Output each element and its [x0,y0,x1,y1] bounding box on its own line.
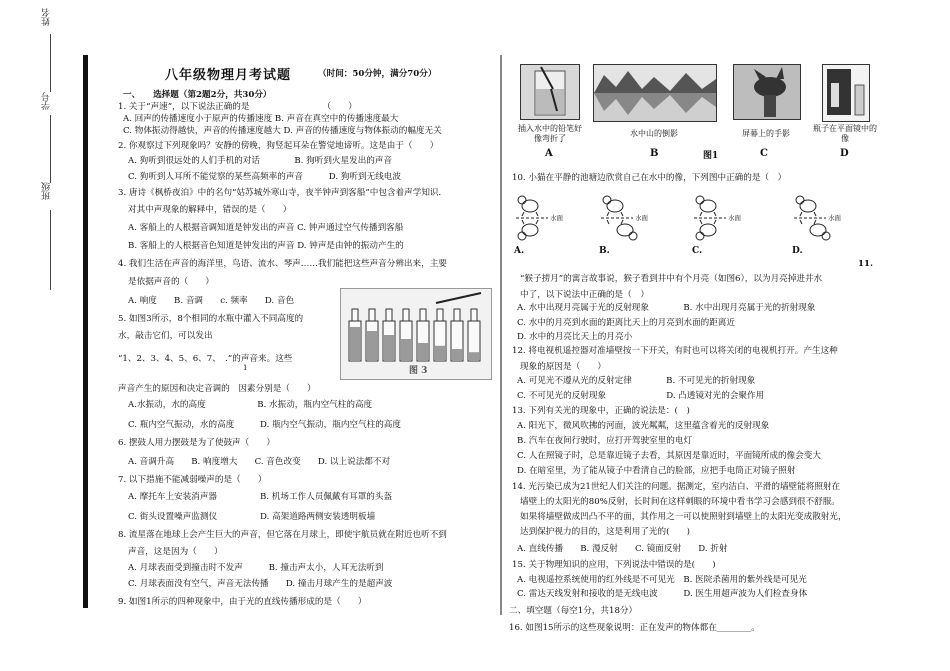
side-class-rule [50,210,51,290]
right-line: A. 阳光下，微风吹拂的河面，波光粼粼，这里蕴含着光的反射现象 [517,421,770,431]
bottle-water [350,327,360,361]
left-line: “1、2、3、4、5、6、7、 .”的声音来。这些 [118,354,293,364]
right-line: 墙壁上的太阳光的80%反射，长时间在这样刺眼的环境中看书学习会感到很不舒服。 [520,497,840,507]
cat-figure-option [512,192,574,264]
right-line: B. 汽车在夜间行驶时，应打开驾驶室里的电灯 [517,436,693,446]
bottle-neck [369,309,375,321]
fig1-caption-c: 屏幕上的手影 [742,129,790,138]
bottle-water [367,331,377,361]
right-line: 如果将墙壁做成凹凸不平的面，其作用之一可以使照射到墙壁上的太阳光变成散射光， [520,512,847,522]
cat-figure-option [790,192,852,264]
right-line: 15. 关于物理知识的应用，下列说法中错误的是( ) [512,560,716,570]
fig1-caption-d: 瓶子在平面镜中的像 [813,124,877,143]
cat-reflection-icon [607,220,637,240]
right-line: D. 水中的月亮比天上的月亮小 [517,332,633,342]
exam-time-score: （时间：50分钟，满分70分） [318,69,437,79]
left-line: 是依据声音的（ ） [128,277,214,287]
bottle-water [384,335,394,361]
left-line: 9. 如图1所示的四种现象中，由于光的直线传播形成的是（ ） [118,597,367,607]
side-class-label: 班级 [42,182,52,200]
left-line: 水，敲击它们，可以发出 [118,331,213,341]
right-line: C. 水中的月亮到水面的距离比天上的月亮到水面的距离近 [517,318,735,328]
left-line: A. 回声的传播速度小于原声的传播速度 B. 声音在真空中的传播速度最大 [123,114,399,124]
bottle-neck [471,309,477,321]
left-line: 7. 以下措施不能减弱噪声的是（ ） [118,475,267,485]
right-line: 12. 将电视机遥控器对准墙壁按一下开关，有时也可以将关闭的电视机打开。产生这种 [512,346,838,356]
left-line: 1. 关于“声速”，以下说法正确的是 （ ） [118,102,357,112]
column-divider [500,55,502,615]
photo-mountain-reflection [593,64,717,122]
fig1-letter-c: C [760,148,768,159]
left-line: 2. 你观察过下列现象吗？安静的傍晚，狗竖起耳朵在警觉地谛听。这是由于（ ） [118,141,439,151]
right-line: 中了，以下说法中正确的是（ ） [520,290,649,300]
left-line: C. 狗听到人耳所不能觉察的某些高频率的声音 D. 狗听到无线电波 [128,172,401,182]
left-line: A. 月球表面受到撞击时不发声 B. 撞击声太小，人耳无法听到 [128,563,384,573]
figure-3-bottles [340,288,492,380]
side-name-label: 姓名 [42,8,52,26]
left-line: A. 响度 B. 音调 c. 频率 D. 音色 [128,296,295,306]
left-line: A.水振动，水的高度 B. 水振动，瓶内空气柱的高度 [128,400,373,410]
photo-hand-shadow [733,64,801,120]
right-line: 14. 光污染已成为21世纪人们关注的问题。据测定，室内洁白、平滑的墙壁能将照射在 [512,482,841,492]
stick-icon [436,293,481,303]
right-line: C. 人在照镜子时，总是靠近镜子去看，其原因是靠近时，平面镜所成的像会变大 [517,451,821,461]
side-id-rule [50,115,51,183]
bottle-neck [420,309,426,321]
cat-icon [518,196,538,216]
right-line: D. 在暗室里，为了能从镜子中看清自己的脸部，应把手电筒正对镜子照射 [517,466,796,476]
right-line: 二、填空题（每空1分，共18分） [509,606,638,616]
bottle-neck [403,309,409,321]
cat-figure-option [690,192,752,264]
fig1-letter-d: D [840,148,849,159]
fig1-title: 图1 [703,151,719,161]
small-note-mark: 1 [243,364,248,372]
fig1-caption-b: 水中山的倒影 [630,129,678,138]
right-line: A. 直线传播 B. 漫反射 C. 镜面反射 D. 折射 [517,544,728,554]
water-surface-label: 水面 [728,214,741,222]
bottle-neck [386,309,392,321]
right-line: A. 电视遥控系统使用的红外线是不可见光 B. 医院杀菌用的紫外线是可见光 [517,575,807,585]
left-line: C. 月球表面没有空气，声音无法传播 D. 撞击月球产生的是超声波 [128,579,393,589]
bottle-water [452,349,462,361]
right-line: 13. 下列有关光的现象中，正确的说法是：( ) [512,406,690,416]
bottle-water [469,352,479,361]
bottle-neck [454,309,460,321]
right-line: 达到保护视力的目的，这是利用了光的( ) [520,527,690,537]
left-line: C. 瓶内空气振动，水的高度 D. 瓶内空气振动，瓶内空气柱的高度 [128,420,401,430]
left-line: A. 摩托车上安装消声器 B. 机场工作人员佩戴有耳罩的头盔 [128,492,393,502]
cat-reflection-icon [696,220,716,240]
right-line: C. 雷达天线发射和接收的是无线电波 D. 医生用超声波为人们检查身体 [517,589,808,599]
fig1-letter-b: B [650,148,659,159]
right-line: 10. 小猫在平静的池塘边欣赏自己在水中的像，下列图中正确的是（ ） [512,173,787,183]
right-line: A. 可见光不遵从光的反射定律 B. 不可见光的折射现象 [517,376,756,386]
cat-figure-option [597,192,659,264]
cat-option-letter: B. [599,246,610,256]
left-line: C. 物体振动得越快，声音的传播速度越大 D. 声音的传播速度与物体振动的幅度无关 [123,126,442,136]
exam-title: 八年级物理月考试题 [165,68,292,83]
photo-bottle-mirror [822,64,870,122]
fig1-caption-a: 插入水中的铅笔好像弯折了 [518,124,582,143]
left-line: 5. 如图3所示，8个相同的水瓶中灌入不同高度的 [118,314,304,324]
bottle-neck [352,309,358,321]
figure-3-caption: 图 3 [409,366,428,376]
right-line: 现象的原因是（ ） [520,362,606,372]
bottle-water [418,343,428,361]
right-line: C. 不可见光的反射现象 D. 凸透镜对光的会聚作用 [517,391,765,401]
left-line: 6. 摆鼓人用力摆鼓是为了使鼓声（ ） [118,438,276,448]
side-name-rule [50,34,51,92]
bottle-water [435,346,445,361]
water-surface-label: 水面 [635,214,648,222]
cat-icon [796,196,816,216]
cat-reflection-icon [800,220,830,240]
bottle-neck [437,309,443,321]
water-surface-label: 水面 [550,214,563,222]
left-line: 声音产生的原因和决定音调的 因素分别是（ ） [118,384,316,394]
left-line: 一、 选择题（第2题2分，共30分） [123,90,272,100]
left-line: 对其中声现象的解释中，错误的是（ ） [128,205,292,215]
left-line: B. 客船上的人根据音色知道是钟发出的声音 D. 钟声是由钟的振动产生的 [128,241,404,251]
fig1-letter-a: A [545,148,553,159]
water-surface-label: 水面 [828,214,841,222]
cat-option-letter: C. [692,246,703,256]
photo-pencil-in-water [520,64,580,120]
cat-icon [696,196,716,216]
left-line: 3. 唐诗《枫桥夜泊》中的名句“姑苏城外寒山寺，夜半钟声到客船”中包含着声学知识． [118,188,448,198]
left-line: A. 客船上的人根据音调知道是钟发出的声音 C. 钟声通过空气传播到客船 [128,223,404,233]
right-line: A. 水中出现月亮属于光的反射现象 B. 水中出现月亮属于光的折射现象 [517,303,816,313]
left-line: 4. 我们生活在声音的海洋里，鸟语、流水、琴声……我们能把这些声音分辨出来，主要 [118,259,447,269]
q11-number: 11. [858,259,873,269]
binding-bar [83,55,88,608]
right-line: “猴子捞月”的寓言故事说，猴子看到井中有个月亮（如图6），以为月亮掉进井水 [520,274,823,284]
left-line: C. 街头设置噪声监测仪 D. 高架道路两侧安装透明板墙 [128,512,376,522]
left-line: 8. 流星落在地球上会产生巨大的声音，但它落在月球上，即使宇航员就在附近也听不到 [118,530,447,540]
cat-icon [603,196,623,216]
cat-reflection-icon [518,220,538,240]
left-line: A. 音调升高 B. 响度增大 C. 音色改变 D. 以上说法都不对 [128,457,391,467]
right-line: 16. 如图15所示的这些现象说明：正在发声的物体都在________。 [509,623,760,633]
left-line: A. 狗听到很远处的人们手机的对话 B. 狗听到火星发出的声音 [128,156,393,166]
cat-option-letter: D. [792,246,803,256]
side-id-label: 学号 [42,92,52,110]
bottle-water [401,339,411,361]
left-line: 声音，这是因为（ ） [128,547,223,557]
cat-option-letter: A. [514,246,525,256]
